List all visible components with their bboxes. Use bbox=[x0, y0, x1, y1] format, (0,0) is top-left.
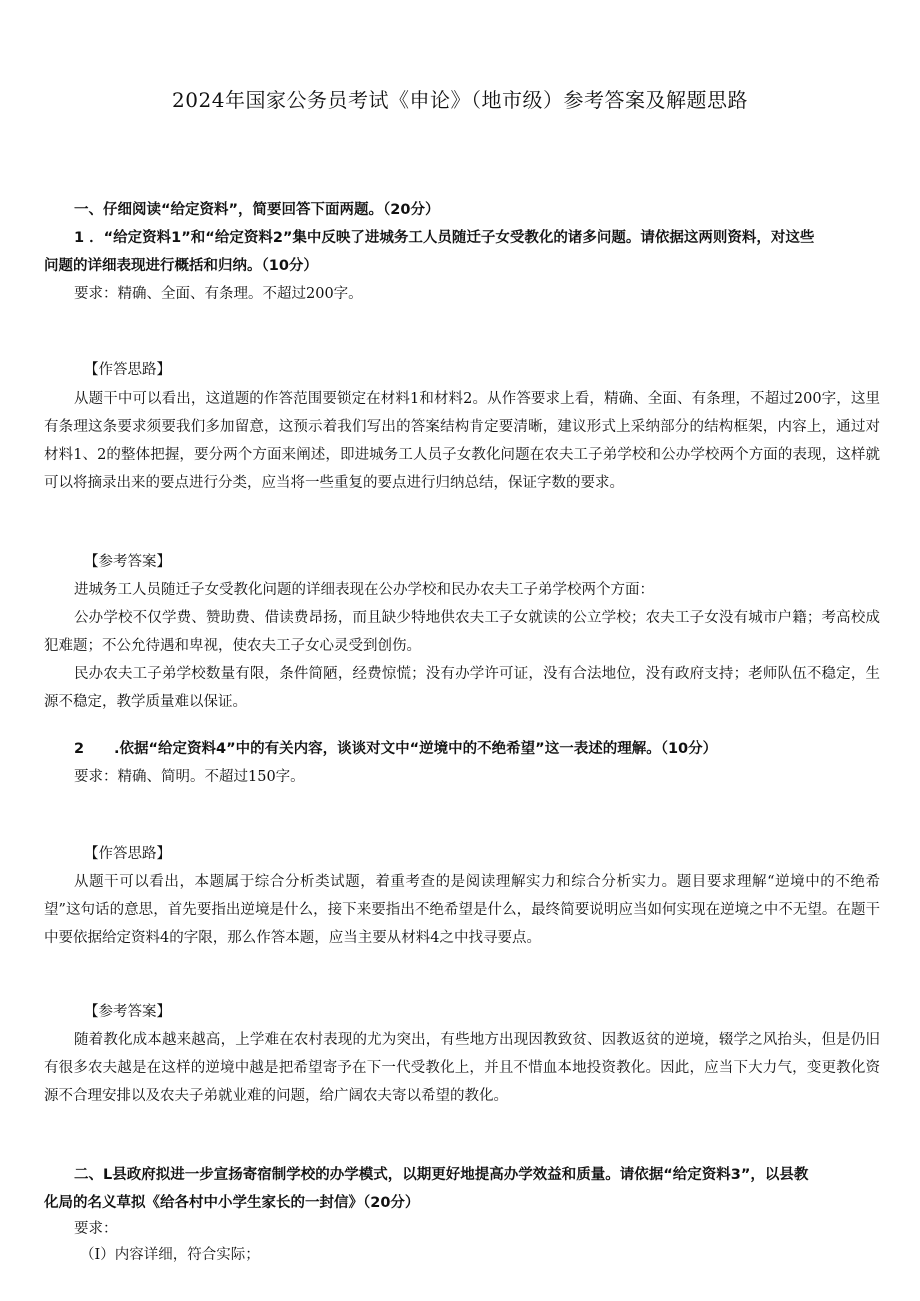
section1-heading: 一、仔细阅读“给定资料”，简要回答下面两题。（20分） bbox=[74, 202, 440, 218]
page-title: 2024年国家公务员考试《申论》（地市级）参考答案及解题思路 bbox=[172, 88, 748, 112]
question1-answer-intro: 进城务工人员随迁子女受教化问题的详细表现在公办学校和民办农夫工子弟学校两个方面： bbox=[74, 582, 654, 598]
question2-thinking-text: 从题干可以看出，本题属于综合分析类试题，着重考查的是阅读理解实力和综合分析实力。题目要求理解“逆境中的不绝希望”这句话的意思，首先要指出逆境是什么，接下来要指出不绝希望是什么，最终简要说明应当如何实现在逆境之中不无望。在题干中要依据给定资料4的字限，那么作答本题，应当主要从材料4之中找寻要点。 bbox=[44, 874, 880, 946]
section2-heading-line2: 化局的名义草拟《给各村中小学生家长的一封信》（20分） bbox=[44, 1195, 420, 1211]
question2-number: 2 bbox=[74, 741, 85, 757]
question1-requirement: 要求：精确、全面、有条理。不超过200字。 bbox=[74, 286, 363, 302]
question1-thinking-text: 从题干中可以看出，这道题的作答范围要锁定在材料1和材料2。从作答要求上看，精确、全面、有条理，不超过200字，这里有条理这条要求须要我们多加留意，这预示着我们写出的答案结构肯定要清晰，建议形式上采纳部分的结构框架，内容上，通过对材料1、2的整体把握，要分两个方面来阐述，即进城务工人员子女教化问题在农夫工子弟学校和公办学校两个方面的表现，这样就可以将摘录出来的要点进行分类，应当将一些重复的要点进行归纳总结，保证字数的要求。 bbox=[44, 391, 880, 491]
question2-answer-label: 【参考答案】 bbox=[84, 1004, 171, 1020]
question1-answer-label: 【参考答案】 bbox=[84, 554, 171, 570]
section2-requirement-item1: （I）内容详细，符合实际； bbox=[80, 1247, 260, 1263]
section2-requirement-label: 要求： bbox=[74, 1221, 118, 1237]
question1-line1: 1 ．“给定资料1”和“给定资料2”集中反映了进城务工人员随迁子女受教化的诸多问题。请依据这两则资料，对这些 bbox=[74, 230, 815, 246]
question1-line2: 问题的详细表现进行概括和归纳。（10分） bbox=[44, 258, 318, 274]
question1-answer-public-schools: 公办学校不仅学费、赞助费、借读费昂扬，而且缺少特地供农夫工子女就读的公立学校；农夫工子女没有城市户籍；考高校成犯难题；不公允待遇和卑视，使农夫工子女心灵受到创伤。 bbox=[44, 610, 880, 654]
question2-requirement: 要求：精确、简明。不超过150字。 bbox=[74, 769, 305, 785]
question1-thinking-label: 【作答思路】 bbox=[84, 362, 171, 378]
question2-answer-text: 随着教化成本越来越高，上学难在农村表现的尤为突出，有些地方出现因教致贫、因教返贫的逆境，辍学之风抬头，但是仍旧有很多农夫越是在这样的逆境中越是把希望寄予在下一代受教化上，并且不惜血本地投资教化。因此，应当下大力气，变更教化资源不合理安排以及农夫子弟就业难的问题，给广阔农夫寄以希望的教化。 bbox=[44, 1032, 880, 1104]
question2-text: .依据“给定资料4”中的有关内容，谈谈对文中“逆境中的不绝希望”这一表述的理解。（10分） bbox=[114, 741, 718, 757]
section2-heading-line1: 二、L县政府拟进一步宣扬寄宿制学校的办学模式，以期更好地提高办学效益和质量。请依据“给定资料3”，以县教 bbox=[74, 1167, 809, 1183]
question1-answer-private-schools: 民办农夫工子弟学校数量有限，条件简陋，经费惊慌；没有办学许可证，没有合法地位，没有政府支持；老师队伍不稳定，生源不稳定，教学质量难以保证。 bbox=[44, 666, 880, 710]
question2-thinking-label: 【作答思路】 bbox=[84, 846, 171, 862]
